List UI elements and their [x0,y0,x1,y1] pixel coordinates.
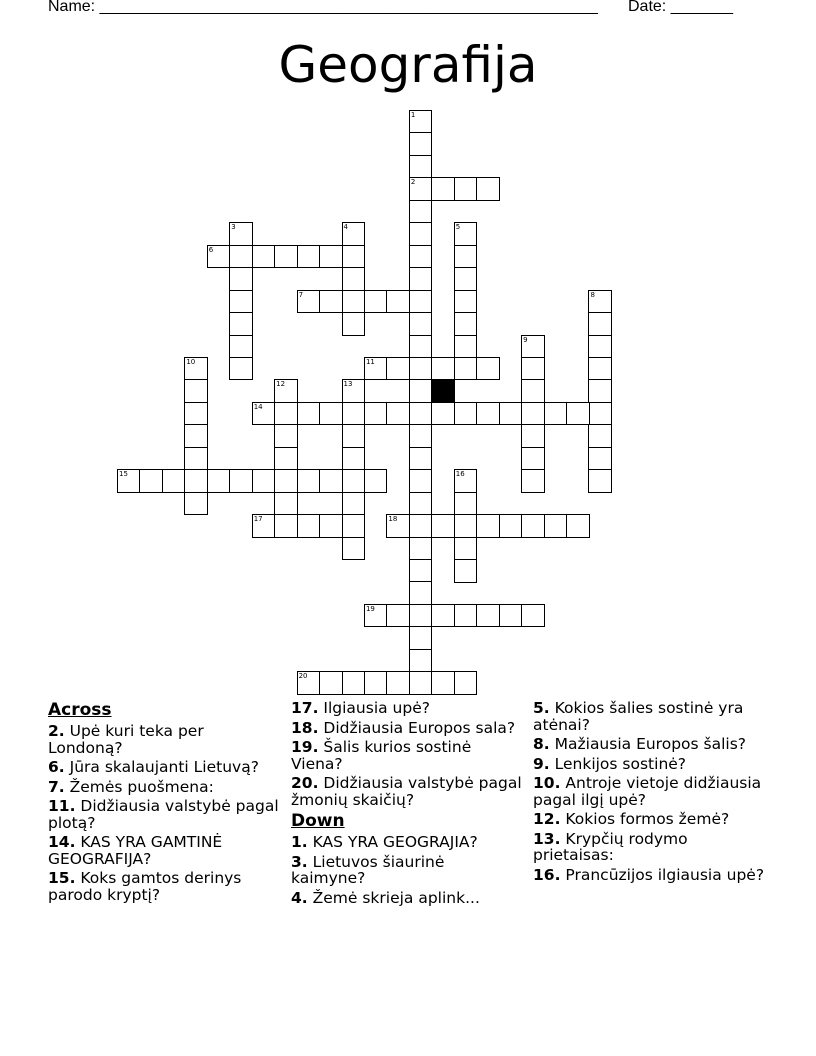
grid-cell[interactable] [162,469,186,493]
grid-cell[interactable] [454,469,478,493]
clue-down-10: 10. Antroje vietoje didžiausia pagal ilgį upė? [533,774,762,809]
clue-across-20: 20. Didžiausia valstybė pagal žmonių skaičių? [291,774,522,809]
clues-column-1 [48,700,280,906]
date-field-label: Date: _______ [628,0,733,15]
grid-cell[interactable] [229,312,253,336]
grid-cell[interactable] [207,469,231,493]
cell-number: 14 [253,402,263,411]
grid-cell[interactable] [409,110,433,134]
grid-cell[interactable] [274,469,298,493]
grid-cell[interactable] [521,424,545,448]
grid-cell[interactable] [297,402,321,426]
grid-cell[interactable] [409,177,433,201]
grid-cell[interactable] [342,290,366,314]
clue-across-6: 6. Jūra skalaujanti Lietuvą? [48,758,259,776]
grid-cell[interactable] [252,402,276,426]
cell-number: 18 [388,515,398,524]
clue-down-4: 4. Žemė skrieja aplink... [291,888,480,907]
grid-cell[interactable] [139,469,163,493]
grid-cell[interactable] [521,357,545,381]
grid-cell[interactable] [184,424,208,448]
grid-cell[interactable] [588,290,612,314]
cell-number: 8 [590,290,595,299]
grid-cell[interactable] [454,492,478,516]
grid-cell[interactable] [342,537,366,561]
grid-cell[interactable] [588,447,612,471]
grid-cell[interactable] [319,402,343,426]
grid-cell[interactable] [588,379,612,403]
grid-cell[interactable] [476,604,500,628]
grid-cell[interactable] [499,402,523,426]
grid-cell[interactable] [454,537,478,561]
grid-cell[interactable] [544,514,568,538]
grid-cell[interactable] [588,424,612,448]
cell-number: 4 [343,223,348,232]
grid-cell[interactable] [409,671,433,695]
clue-down-13: 13. Krypčių rodymo prietaisas: [533,829,688,864]
grid-cell[interactable] [409,492,433,516]
grid-cell[interactable] [274,402,298,426]
grid-cell[interactable] [274,379,298,403]
cell-number: 19 [365,604,375,613]
grid-cell[interactable] [521,447,545,471]
grid-cell[interactable] [184,379,208,403]
grid-cell[interactable] [229,290,253,314]
grid-cell[interactable] [342,514,366,538]
grid-cell[interactable] [117,469,141,493]
grid-cell[interactable] [229,335,253,359]
grid-cell[interactable] [252,245,276,269]
grid-cell[interactable] [319,514,343,538]
grid-cell[interactable] [588,335,612,359]
clue-down-9: 9. Lenkijos sostinė? [533,754,687,773]
grid-cell[interactable] [207,245,231,269]
cell-number: 3 [231,223,236,232]
down-heading: Down [291,811,345,831]
grid-cell[interactable] [342,402,366,426]
clues-column-3 [533,700,765,886]
clue-across-11: 11. Didžiausia valstybė pagal plotą? [48,797,279,832]
grid-cell[interactable] [454,559,478,583]
grid-cell[interactable] [454,514,478,538]
grid-cell[interactable] [386,514,410,538]
cell-number: 16 [455,470,465,479]
grid-cell[interactable] [431,357,455,381]
grid-cell[interactable] [184,402,208,426]
grid-cell[interactable] [274,447,298,471]
grid-cell[interactable] [184,469,208,493]
grid-cell[interactable] [409,245,433,269]
grid-cell[interactable] [184,492,208,516]
grid-cell[interactable] [454,312,478,336]
grid-cell[interactable] [409,581,433,605]
grid-cell[interactable] [409,424,433,448]
cell-number: 11 [365,357,375,366]
grid-cell[interactable] [566,514,590,538]
grid-cell[interactable] [319,290,343,314]
cell-number: 10 [186,357,196,366]
grid-block-cell [431,379,455,403]
grid-cell[interactable] [454,267,478,291]
clue-across-18: 18. Didžiausia Europos sala? [291,718,516,737]
grid-cell[interactable] [476,177,500,201]
cell-number: 1 [410,111,416,119]
grid-cell[interactable] [409,335,433,359]
clues-column-2 [291,700,523,909]
grid-cell[interactable] [588,357,612,381]
grid-cell[interactable] [319,671,343,695]
grid-cell[interactable] [364,469,388,493]
grid-cell[interactable] [342,267,366,291]
grid-cell[interactable] [454,222,478,246]
cell-number: 2 [410,178,416,187]
grid-cell[interactable] [342,312,366,336]
grid-cell[interactable] [409,222,433,246]
grid-cell[interactable] [342,379,366,403]
grid-cell[interactable] [521,514,545,538]
grid-cell[interactable] [229,469,253,493]
grid-cell[interactable] [431,604,455,628]
grid-cell[interactable] [454,177,478,201]
grid-cell[interactable] [229,245,253,269]
grid-cell[interactable] [364,357,388,381]
grid-cell[interactable] [274,424,298,448]
grid-cell[interactable] [544,402,568,426]
grid-cell[interactable] [297,469,321,493]
grid-cell[interactable] [229,357,253,381]
grid-cell[interactable] [297,290,321,314]
grid-cell[interactable] [364,671,388,695]
grid-cell[interactable] [342,424,366,448]
page-title: Geografija [278,36,538,94]
grid-cell[interactable] [454,671,478,695]
grid-cell[interactable] [342,245,366,269]
grid-cell[interactable] [409,155,433,179]
grid-cell[interactable] [342,447,366,471]
grid-cell[interactable] [409,514,433,538]
grid-cell[interactable] [184,357,208,381]
clue-down-16: 16. Prancūzijos ilgiausia upė? [533,865,765,884]
grid-cell[interactable] [409,267,433,291]
grid-cell[interactable] [476,402,500,426]
grid-cell[interactable] [476,357,500,381]
grid-cell[interactable] [386,357,410,381]
grid-cell[interactable] [364,604,388,628]
grid-cell[interactable] [342,492,366,516]
grid-cell[interactable] [431,671,455,695]
grid-cell[interactable] [409,312,433,336]
grid-cell[interactable] [319,469,343,493]
grid-cell[interactable] [588,312,612,336]
cell-number: 7 [298,290,304,299]
grid-cell[interactable] [409,379,433,403]
grid-cell[interactable] [409,626,433,650]
clue-down-3: 3. Lietuvos šiaurinė kaimyne? [291,852,445,887]
cell-number: 13 [343,380,353,389]
grid-cell[interactable] [454,357,478,381]
grid-cell[interactable] [386,604,410,628]
clue-across-15: 15. Koks gamtos derinys parodo kryptį? [48,869,242,904]
grid-cell[interactable] [409,537,433,561]
grid-cell[interactable] [342,671,366,695]
cell-number: 5 [455,223,461,232]
grid-cell[interactable] [386,402,410,426]
clue-down-1: 1. KAS YRA GEOGRAJIA? [291,833,478,851]
grid-cell[interactable] [409,132,433,156]
grid-cell[interactable] [274,514,298,538]
grid-cell[interactable] [386,671,410,695]
grid-cell[interactable] [409,559,433,583]
cell-number: 6 [208,245,214,254]
grid-cell[interactable] [521,604,545,628]
grid-cell[interactable] [409,604,433,628]
grid-cell[interactable] [274,492,298,516]
clue-across-7: 7. Žemės puošmena: [48,777,214,796]
grid-cell[interactable] [409,649,433,673]
grid-cell[interactable] [184,447,208,471]
grid-cell[interactable] [252,469,276,493]
clue-down-8: 8. Mažiausia Europos šalis? [533,735,747,753]
clue-down-5: 5. Kokios šalies sostinė yra atėnai? [533,699,744,734]
grid-cell[interactable] [386,290,410,314]
grid-cell[interactable] [229,222,253,246]
grid-cell[interactable] [229,267,253,291]
cell-number: 15 [119,470,128,479]
grid-cell[interactable] [297,671,321,695]
grid-cell[interactable] [409,402,433,426]
grid-cell[interactable] [499,514,523,538]
cell-number: 9 [523,335,528,344]
grid-cell[interactable] [364,402,388,426]
grid-cell[interactable] [364,290,388,314]
clue-down-12: 12. Kokios formos žemė? [533,810,730,828]
cell-number: 17 [253,515,263,524]
grid-cell[interactable] [499,604,523,628]
grid-cell[interactable] [454,604,478,628]
grid-cell[interactable] [454,290,478,314]
grid-cell[interactable] [431,514,455,538]
grid-cell[interactable] [274,245,298,269]
grid-cell[interactable] [521,402,545,426]
grid-cell[interactable] [454,402,478,426]
grid-cell[interactable] [342,469,366,493]
grid-cell[interactable] [454,245,478,269]
grid-cell[interactable] [409,469,433,493]
grid-cell[interactable] [342,222,366,246]
clue-across-2: 2. Upė kuri teka per Londoną? [48,722,204,757]
grid-cell[interactable] [476,514,500,538]
grid-cell[interactable] [409,357,433,381]
clue-across-14: 14. KAS YRA GAMTINĖ GEOGRAFIJA? [48,833,223,868]
grid-cell[interactable] [319,245,343,269]
clue-across-19: 19. Šalis kurios sostinė Viena? [291,738,472,773]
grid-cell[interactable] [521,335,545,359]
grid-cell[interactable] [297,514,321,538]
grid-cell[interactable] [566,402,590,426]
grid-cell[interactable] [588,402,612,426]
grid-cell[interactable] [409,290,433,314]
name-field-label: Name: ________________________________________________________ [48,0,598,15]
grid-cell[interactable] [252,514,276,538]
grid-cell[interactable] [431,402,455,426]
clue-across-17: 17. Ilgiausia upė? [291,699,430,717]
grid-cell[interactable] [454,335,478,359]
cell-number: 12 [276,380,286,389]
across-heading: Across [48,700,112,720]
grid-cell[interactable] [521,379,545,403]
grid-cell[interactable] [409,200,433,224]
grid-cell[interactable] [409,447,433,471]
grid-cell[interactable] [431,177,455,201]
cell-number: 20 [298,672,308,681]
grid-cell[interactable] [521,469,545,493]
grid-cell[interactable] [588,469,612,493]
grid-cell[interactable] [297,245,321,269]
